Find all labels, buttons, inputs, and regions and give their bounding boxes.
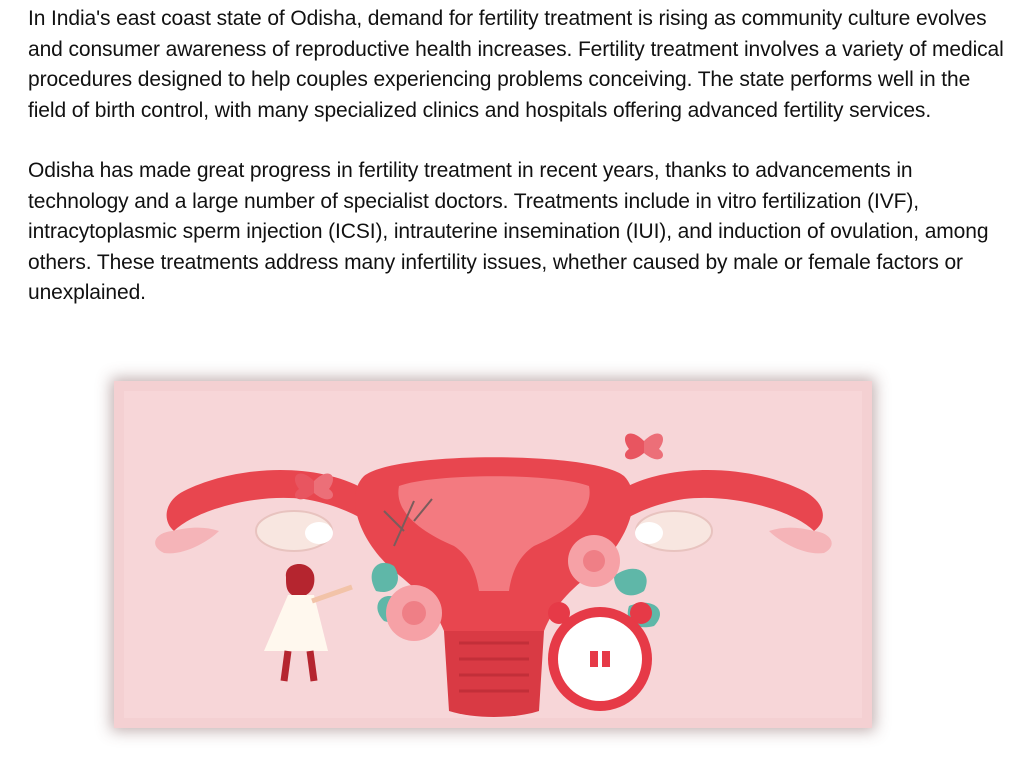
fertility-illustration	[114, 381, 872, 728]
alarm-clock-bell-right	[630, 602, 652, 624]
flower-left-center	[402, 601, 426, 625]
article-text	[28, 4, 1012, 309]
leaf-left-1	[372, 563, 398, 592]
paragraph-2: Odisha has made great progress in fertility treatment in recent years, thanks to advancements in technology and a large number of specialist doctors. Treatments include in vitro fertilization (IVF), intracytoplasmic sperm injection (ICSI), intrauterine insemination (IUI), and induction of ovulation, among others. These treatments address many infertility issues, whether caused by male or female factors or unexplained.	[28, 159, 989, 304]
right-ovary-highlight	[635, 522, 663, 544]
alarm-clock-face	[558, 617, 642, 701]
left-ovary-highlight	[305, 522, 333, 544]
woman-hair	[286, 564, 315, 595]
clock-digit-1	[590, 651, 598, 667]
clock-digit-2	[602, 651, 610, 667]
uterus-illustration-svg	[114, 381, 872, 728]
flower-right-center	[583, 550, 605, 572]
paragraph-1: In India's east coast state of Odisha, demand for fertility treatment is rising as community culture evolves and consumer awareness of reproductive health increases. Fertility treatment involves a variety of medical procedures designed to help couples experiencing problems conceiving. The state performs well in the field of birth control, with many specialized clinics and hospitals offering advanced fertility services.	[28, 7, 1004, 122]
alarm-clock-bell-left	[548, 602, 570, 624]
